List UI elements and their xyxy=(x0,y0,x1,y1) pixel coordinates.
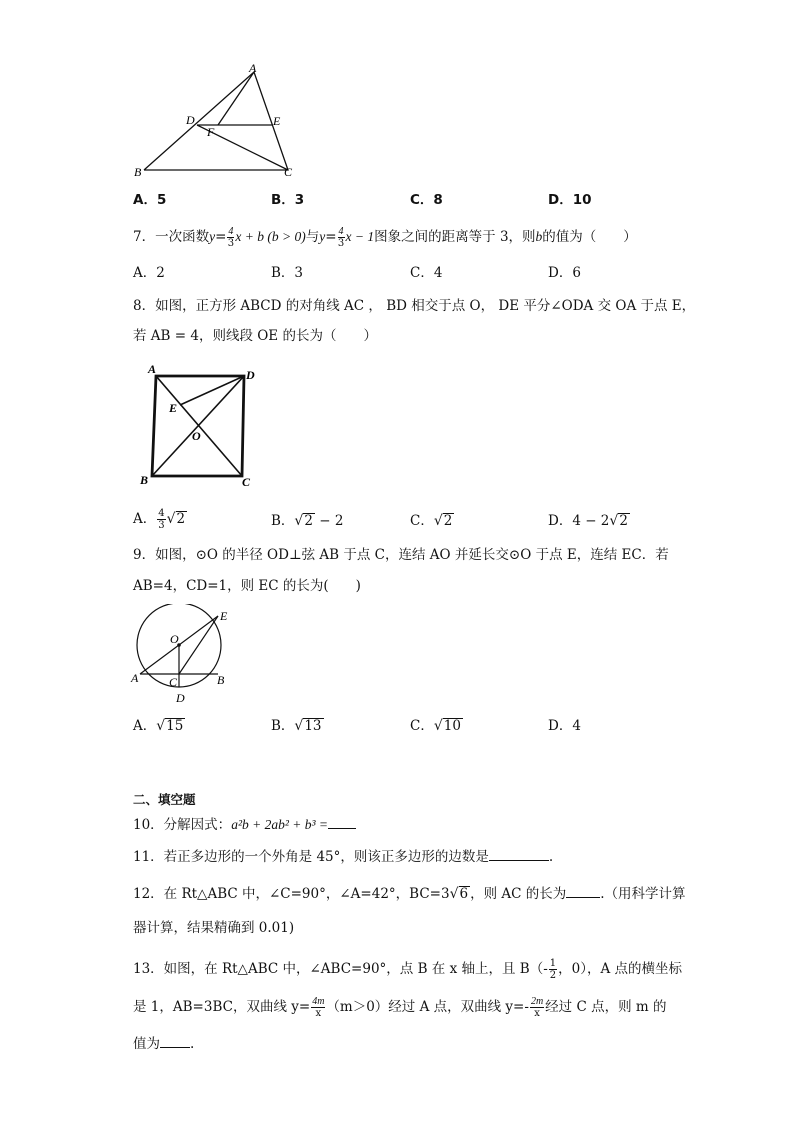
q11-question: 11．若正多边形的一个外角是 45°，则该正多边形的边数是 . xyxy=(133,849,554,865)
q7-question: 7．一次函数y= $\frac{4}{3}$ x + b (b > 0)与y= $\frac{4}{3}$ x − 1图象之间的距离等于 3，则b的值为（ ） xyxy=(133,226,637,249)
q9-question-line2: AB=4，CD=1，则 EC 的长为( ) xyxy=(133,578,361,594)
q9-circle-figure xyxy=(128,604,240,708)
q8-segment-de xyxy=(180,376,244,405)
q6-label-e: E xyxy=(273,114,281,128)
q8-square-figure xyxy=(138,362,268,490)
q7-option-d: D．6 xyxy=(548,265,581,281)
q6-option-d: D．10 xyxy=(548,192,592,208)
q8-option-b: B．√2 − 2 xyxy=(271,513,344,529)
q8-option-d: D．4 − 2√2 xyxy=(548,513,628,529)
q8-option-a: A． $\frac{4}{3}$ √2 xyxy=(133,508,186,531)
q9-option-c: C．√10 xyxy=(410,718,461,734)
q8-label-c: C xyxy=(242,475,251,489)
q13-question-line1: 13．如图，在 Rt△ABC 中，∠ABC=90°，点 B 在 x 轴上，且 B（- $\frac{1}{2}$ ，0），A 点的横坐标 xyxy=(133,958,683,981)
q6-label-b: B xyxy=(134,165,142,179)
q6-label-d: D xyxy=(186,113,195,127)
q8-diagonal-bd xyxy=(152,376,244,476)
q8-label-a: A xyxy=(148,362,157,376)
q13-question-line2: 是 1，AB=3BC，双曲线 y= $\frac{4m}{x}$ （m＞0）经过 A 点，双曲线 y=- $\frac{2m}{x}$ 经过 C 点，则 m 的 xyxy=(133,996,667,1019)
q9-segment-ec xyxy=(179,616,218,674)
q10-question: 10．分解因式：a²b + 2ab² + b³ = xyxy=(133,815,356,835)
q8-label-o: O xyxy=(192,429,201,443)
q12-question-line1: 12．在 Rt△ABC 中，∠C=90°，∠A=42°，BC=3√6 ，则 AC 的长为 .（用科学计算 xyxy=(133,886,686,902)
q7-fraction-1: $\frac{4}{3}$ xyxy=(227,226,235,249)
q9-label-e: E xyxy=(220,609,228,623)
q9-label-a: A xyxy=(131,671,139,685)
q6-label-c: C xyxy=(284,165,293,179)
section-title-fill-in: 二、填空题 xyxy=(133,792,196,807)
q9-question-line1: 9．如图，⊙O 的半径 OD⊥弦 AB 于点 C，连结 AO 并延长交⊙O 于点 E，连结 EC．若 xyxy=(133,547,669,563)
q6-label-a: A xyxy=(249,62,257,75)
q6-option-b: B．3 xyxy=(271,192,305,208)
q7-option-c: C．4 xyxy=(410,265,443,281)
q6-option-a: A．5 xyxy=(133,192,167,208)
q9-option-d: D．4 xyxy=(548,718,581,734)
q9-label-b: B xyxy=(217,673,225,687)
q9-option-b: B．√13 xyxy=(271,718,322,734)
q7-fraction-2: $\frac{4}{3}$ xyxy=(337,226,345,249)
q8-label-e: E xyxy=(169,401,178,415)
q6-triangle-figure xyxy=(130,62,300,180)
q8-option-c: C．√2 xyxy=(410,513,453,529)
q8-label-b: B xyxy=(140,473,149,487)
q13-answer-blank xyxy=(160,1047,190,1048)
q6-label-f: F xyxy=(207,125,215,139)
q11-answer-blank xyxy=(489,860,549,861)
q9-label-d: D xyxy=(176,691,185,705)
q10-answer-blank xyxy=(328,828,356,829)
q8-label-d: D xyxy=(246,368,255,382)
q12-question-line2: 器计算，结果精确到 0.01) xyxy=(133,920,295,936)
q6-triangle-outline xyxy=(144,72,288,170)
q9-option-a: A．√15 xyxy=(133,718,184,734)
q6-option-c: C．8 xyxy=(410,192,443,208)
q8-question-line2: 若 AB = 4，则线段 OE 的长为（ ） xyxy=(133,328,377,344)
q9-label-c: C xyxy=(169,675,178,689)
q13-question-line3: 值为 . xyxy=(133,1036,195,1052)
q8-question-line1: 8．如图，正方形 ABCD 的对角线 AC ， BD 相交于点 O， DE 平分∠ODA 交 OA 于点 E， xyxy=(133,298,696,314)
q7-option-b: B．3 xyxy=(271,265,304,281)
q7-option-a: A．2 xyxy=(133,265,165,281)
q12-answer-blank xyxy=(566,897,600,898)
q9-label-o: O xyxy=(170,632,179,646)
